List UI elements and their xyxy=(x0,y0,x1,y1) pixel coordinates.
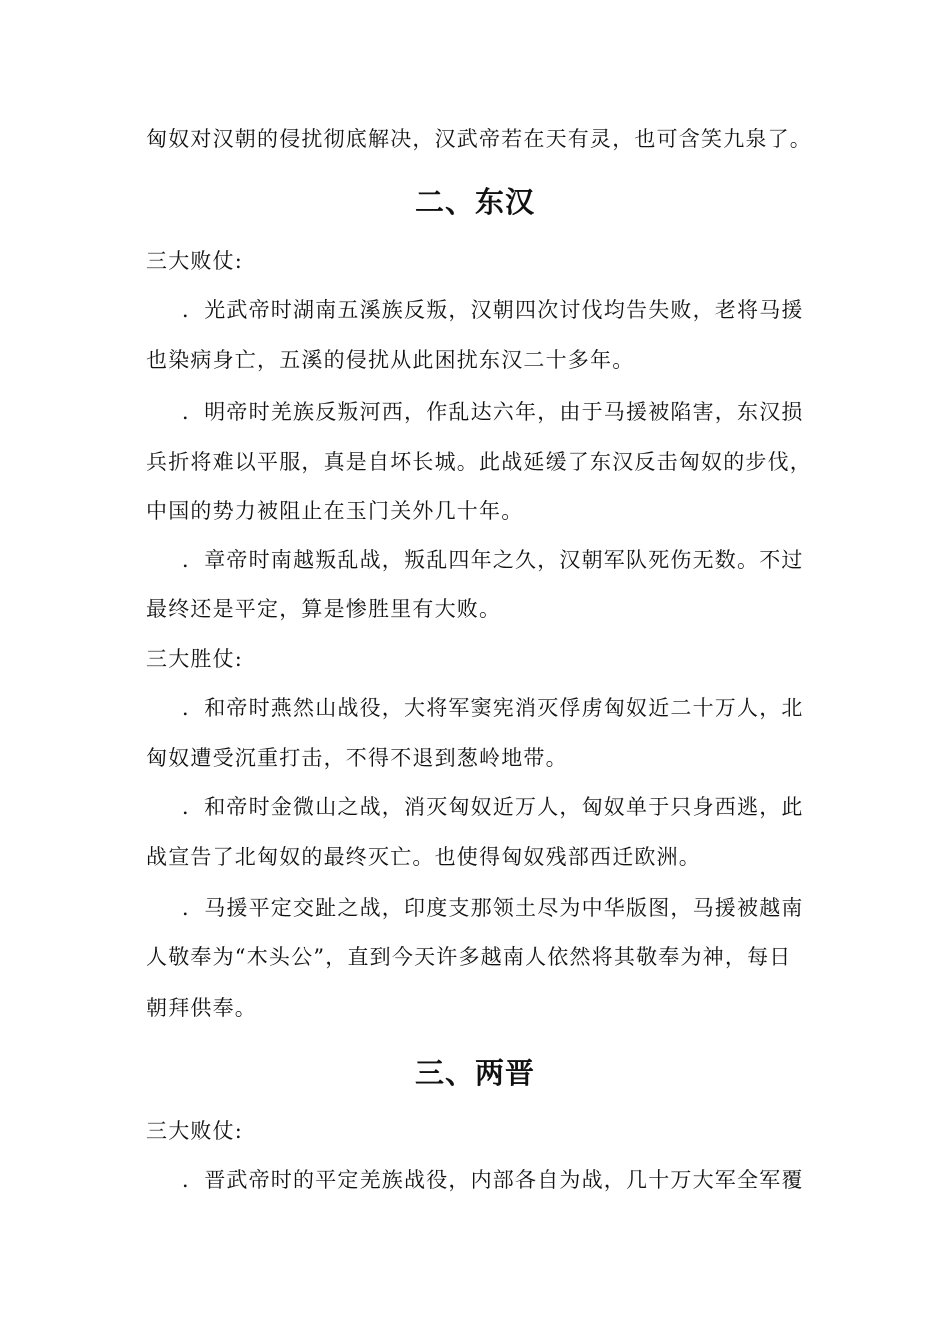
paragraph-line: ．和帝时金微山之战，消灭匈奴近万人，匈奴单于只身西逃，此 xyxy=(182,795,804,819)
paragraph-line: ．章帝时南越叛乱战，叛乱四年之久，汉朝军队死伤无数。不过 xyxy=(182,548,804,572)
defeats-label: 三大败仗: xyxy=(146,249,244,273)
paragraph-line: 中国的势力被阻止在玉门关外几十年。 xyxy=(146,499,524,523)
intro-line: 匈奴对汉朝的侵扰彻底解决，汉武帝若在天有灵，也可含笑九泉了。 xyxy=(146,127,812,151)
paragraph-line: ．晋武帝时的平定羌族战役，内部各自为战，几十万大军全军覆 xyxy=(182,1168,804,1192)
paragraph-line: 战宣告了北匈奴的最终灭亡。也使得匈奴残部西迁欧洲。 xyxy=(146,845,701,869)
paragraph-line: ．马援平定交趾之战，印度支那领土尽为中华版图，马援被越南 xyxy=(182,896,804,920)
paragraph-line: 人敬奉为“木头公”，直到今天许多越南人依然将其敬奉为神，每日 xyxy=(146,945,792,969)
paragraph-line: ．明帝时羌族反叛河西，作乱达六年，由于马援被陷害，东汉损 xyxy=(182,400,804,424)
section-heading-liang-jin: 三、两晋 xyxy=(414,1056,535,1090)
paragraph-line: 兵折将难以平服，真是自坏长城。此战延缓了东汉反击匈奴的步伐， xyxy=(146,450,812,474)
paragraph-line: 最终还是平定，算是惨胜里有大败。 xyxy=(146,597,502,621)
paragraph-line: 匈奴遭受沉重打击，不得不退到葱岭地带。 xyxy=(146,746,568,770)
paragraph-line: 也染病身亡，五溪的侵扰从此困扰东汉二十多年。 xyxy=(146,348,635,372)
defeats-label: 三大败仗: xyxy=(146,1119,244,1143)
section-heading-dong-han: 二、东汉 xyxy=(414,185,535,219)
paragraph-line: ．和帝时燕然山战役，大将军窦宪消灭俘虏匈奴近二十万人，北 xyxy=(182,696,804,720)
paragraph-line: 朝拜供奉。 xyxy=(146,996,257,1020)
victories-label: 三大胜仗: xyxy=(146,647,244,671)
paragraph-line: ．光武帝时湖南五溪族反叛，汉朝四次讨伐均告失败，老将马援 xyxy=(182,298,804,322)
